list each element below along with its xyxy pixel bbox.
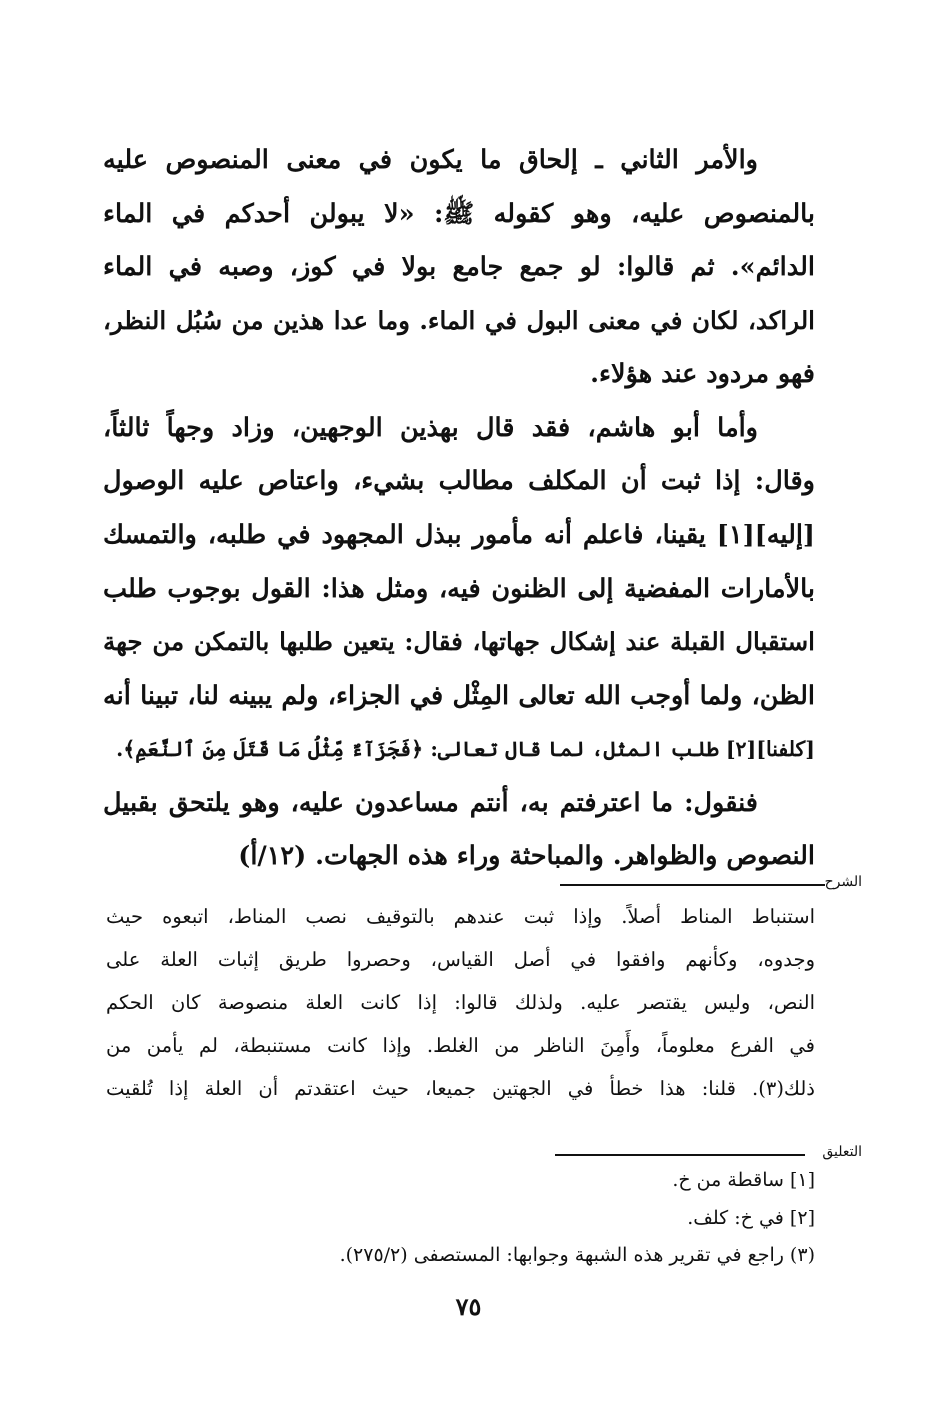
main-text-line: والأمر الثاني ـ إلحاق ما يكون في معنى المنصوص عليه	[103, 145, 758, 175]
main-text-line: بالأمارات المفضية إلى الظنون فيه، ومثل هذا: القول بوجوب طلب	[103, 574, 815, 604]
main-text-line: استقبال القبلة عند إشكال جهاتها، فقال: يتعين طلبها بالتمكن من جهة	[103, 627, 815, 656]
commentary-line: في الفرع معلوماً، وأَمِنَ الناظر من الغلط. وإذا كانت مستنبطة، لم يأمن من	[106, 1034, 815, 1057]
main-text-line: بالمنصوص عليه، وهو كقوله ﷺ: «لا يبولن أحدكم في الماء	[103, 199, 815, 229]
footnote: [١] ساقطة من خ.	[672, 1169, 815, 1191]
commentary-line: النص، وليس يقتصر عليه. ولذلك قالوا: إذا كانت العلة منصوصة كان الحكم	[106, 991, 815, 1014]
footnote: [٢] في خ: كلف.	[687, 1207, 815, 1229]
commentary-line: استنباط المناط أصلاً. وإذا ثبت عندهم بالتوقيف نصب المناط، اتبعوه حيث	[106, 905, 815, 928]
main-text-line: وقال: إذا ثبت أن المكلف مطالب بشيء، واعتاص عليه الوصول	[103, 466, 815, 496]
notes-separator	[555, 1154, 805, 1156]
notes-label: التعليق	[822, 1144, 862, 1160]
main-text-line: فنقول: ما اعترفتم به، أنتم مساعدون عليه، وهو يلتحق بقبيل	[103, 788, 758, 818]
footnote: (٣) راجع في تقرير هذه الشبهة وجوابها: المستصفى (٢٧٥/٢).	[339, 1244, 815, 1266]
main-text-line: الظن، ولما أوجب الله تعالى المِثْل في الجزاء، ولم يبينه لنا، تبينا أنه	[103, 681, 815, 711]
commentary-separator	[560, 884, 825, 886]
main-text-line: الدائم». ثم قالوا: لو جمع جامع بولا في كوز، وصبه في الماء	[103, 252, 815, 282]
main-text-line: وأما أبو هاشم، فقد قال بهذين الوجهين، وزاد وجهاً ثالثاً،	[103, 413, 758, 443]
commentary-line: ذلك(٣). قلنا: هذا خطأ في الجهتين جميعا، حيث اعتقدتم أن العلة إذا تُلقيت	[106, 1077, 815, 1100]
page-number: ٧٥	[455, 1292, 482, 1321]
commentary-line: وجدوه، وكأنهم وافقوا في أصل القياس، وحصروا طريق إثبات العلة على	[106, 948, 815, 971]
main-text-line: فهو مردود عند هؤلاء.	[590, 359, 815, 389]
commentary-label: الشرح	[824, 874, 862, 890]
main-text-line: النصوص والظواهر. والمباحثة وراء هذه الجهات. (١٢/أ)	[238, 841, 815, 871]
main-text-line: [إليه][١] يقينا، فاعلم أنه مأمور ببذل المجهود في طلبه، والتمسك	[103, 520, 815, 550]
main-text-line: [كلفنا][٢] طلب المثل، لما قال تعالى: ﴿فَجَزَآءٌ مِّثْلُ مَا قَتَلَ مِنَ ٱلنَّعَمِ﴾.	[116, 737, 815, 761]
main-text-line: الراكد، لكان في معنى البول في الماء. وما عدا هذين من سُبُل النظر،	[103, 306, 815, 335]
